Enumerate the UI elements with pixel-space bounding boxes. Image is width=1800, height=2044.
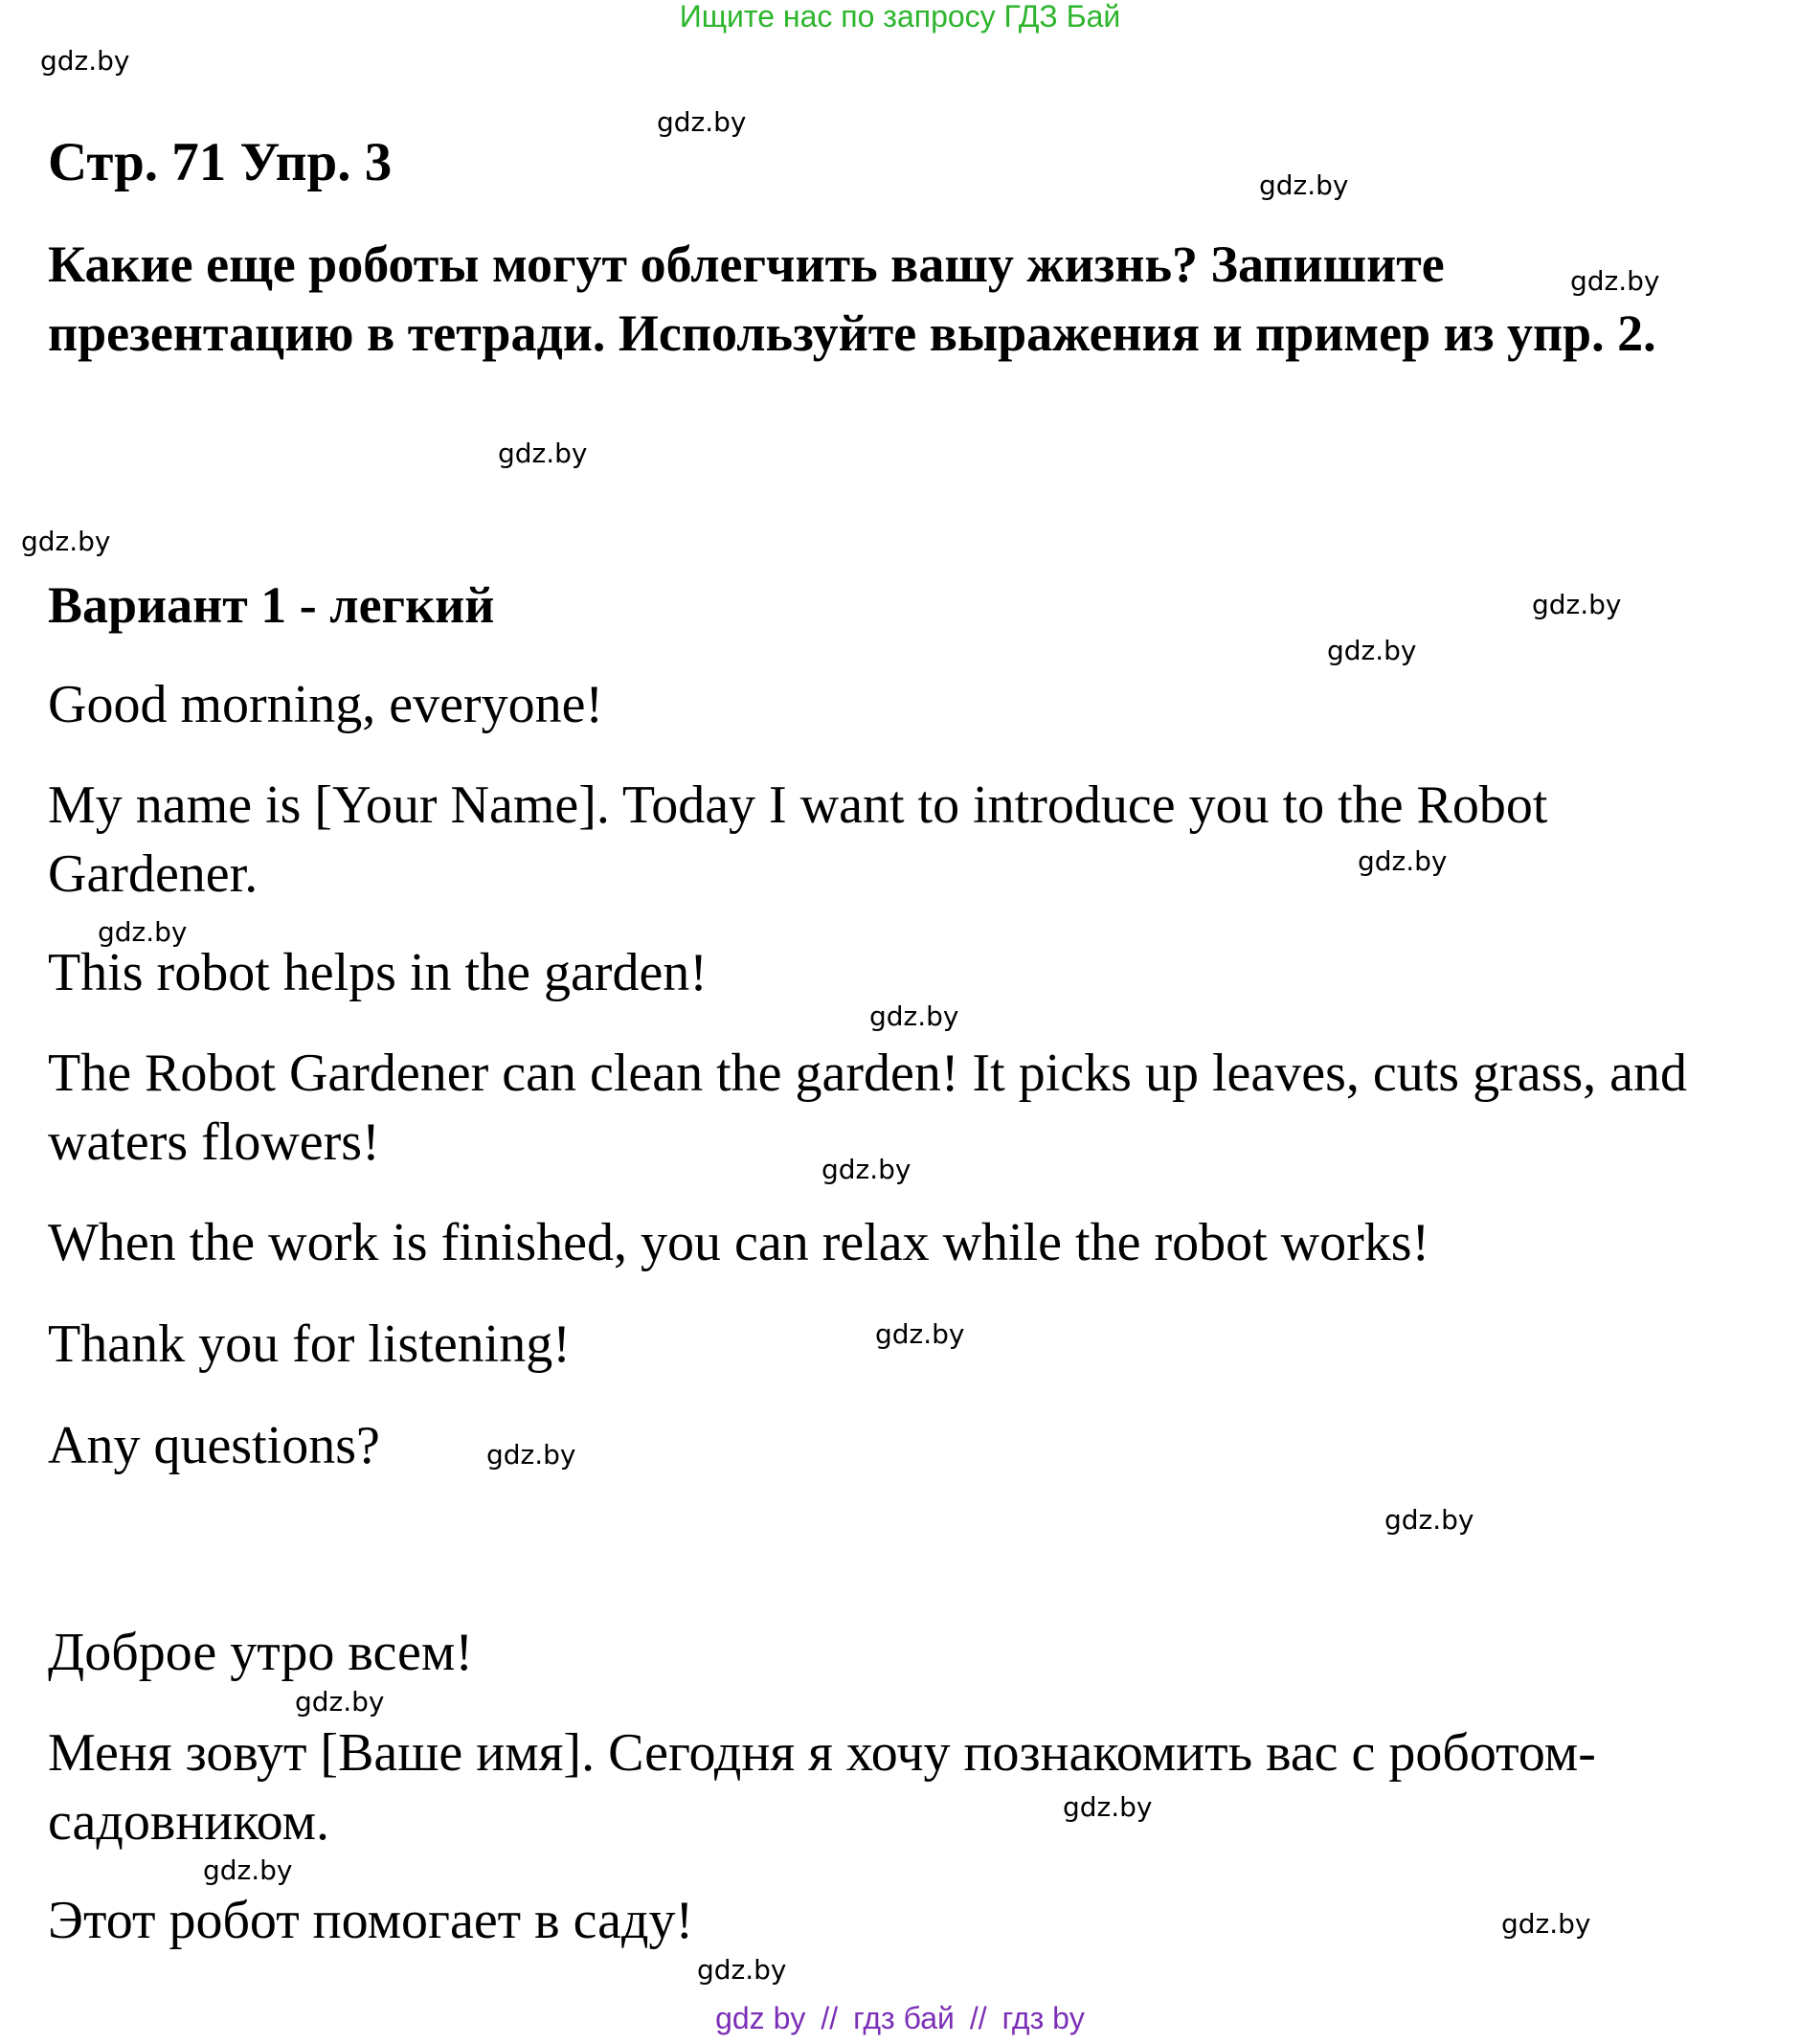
english-line-abilities: The Robot Gardener can clean the garden! It picks up leaves, cuts grass, and waters flowers! (48, 1044, 1688, 1172)
task-text: Какие еще роботы могут облегчить вашу жизнь? Запишите презентацию в тетради. Используйте выражения и пример из упр. 2. (48, 236, 1656, 362)
english-line-purpose: This robot helps in the garden! (48, 943, 708, 1002)
russian-line-purpose: Этот робот помогает в саду! (48, 1891, 694, 1950)
watermark: gdz.by (1358, 845, 1448, 877)
english-line-relax: When the work is finished, you can relax while the robot works! (48, 1213, 1430, 1272)
bottom-banner-link[interactable]: гдз бай (853, 2001, 955, 2035)
watermark: gdz.by (869, 1000, 959, 1032)
bottom-banner (0, 1999, 1800, 2037)
english-line-intro: My name is [Your Name]. Today I want to introduce you to the Robot Gardener. (48, 775, 1548, 904)
bottom-banner-separator: // (821, 2001, 839, 2035)
watermark: gdz.by (1384, 1504, 1474, 1536)
watermark: gdz.by (821, 1154, 911, 1185)
english-line-questions: Any questions? (48, 1416, 380, 1475)
page-title: Стр. 71 Упр. 3 (48, 132, 393, 192)
variant-title: Вариант 1 - легкий (48, 576, 495, 634)
watermark: gdz.by (657, 106, 747, 138)
watermark: gdz.by (875, 1318, 965, 1350)
watermark: gdz.by (1501, 1908, 1591, 1940)
russian-line-greeting: Доброе утро всем! (48, 1623, 473, 1682)
english-line-greeting: Good morning, everyone! (48, 675, 604, 734)
watermark: gdz.by (697, 1954, 787, 1986)
watermark: gdz.by (1532, 589, 1622, 620)
bottom-banner-link[interactable]: gdz by (715, 2001, 806, 2035)
watermark: gdz.by (1063, 1791, 1153, 1823)
watermark: gdz.by (1570, 265, 1660, 297)
bottom-banner-link[interactable]: гдз by (1001, 2001, 1085, 2035)
watermark: gdz.by (295, 1686, 385, 1718)
watermark: gdz.by (21, 526, 111, 557)
watermark: gdz.by (1259, 169, 1349, 201)
watermark: gdz.by (498, 438, 588, 469)
watermark: gdz.by (203, 1854, 293, 1886)
watermark: gdz.by (98, 916, 188, 948)
watermark: gdz.by (40, 45, 130, 77)
top-banner: Ищите нас по запросу ГДЗ Бай (679, 0, 1121, 34)
bottom-banner-separator: // (969, 2001, 987, 2035)
english-line-thanks: Thank you for listening! (48, 1314, 571, 1374)
russian-line-intro: Меня зовут [Ваше имя]. Сегодня я хочу познакомить вас с роботом-садовником. (48, 1723, 1596, 1852)
watermark: gdz.by (1327, 635, 1417, 666)
watermark: gdz.by (486, 1439, 576, 1471)
